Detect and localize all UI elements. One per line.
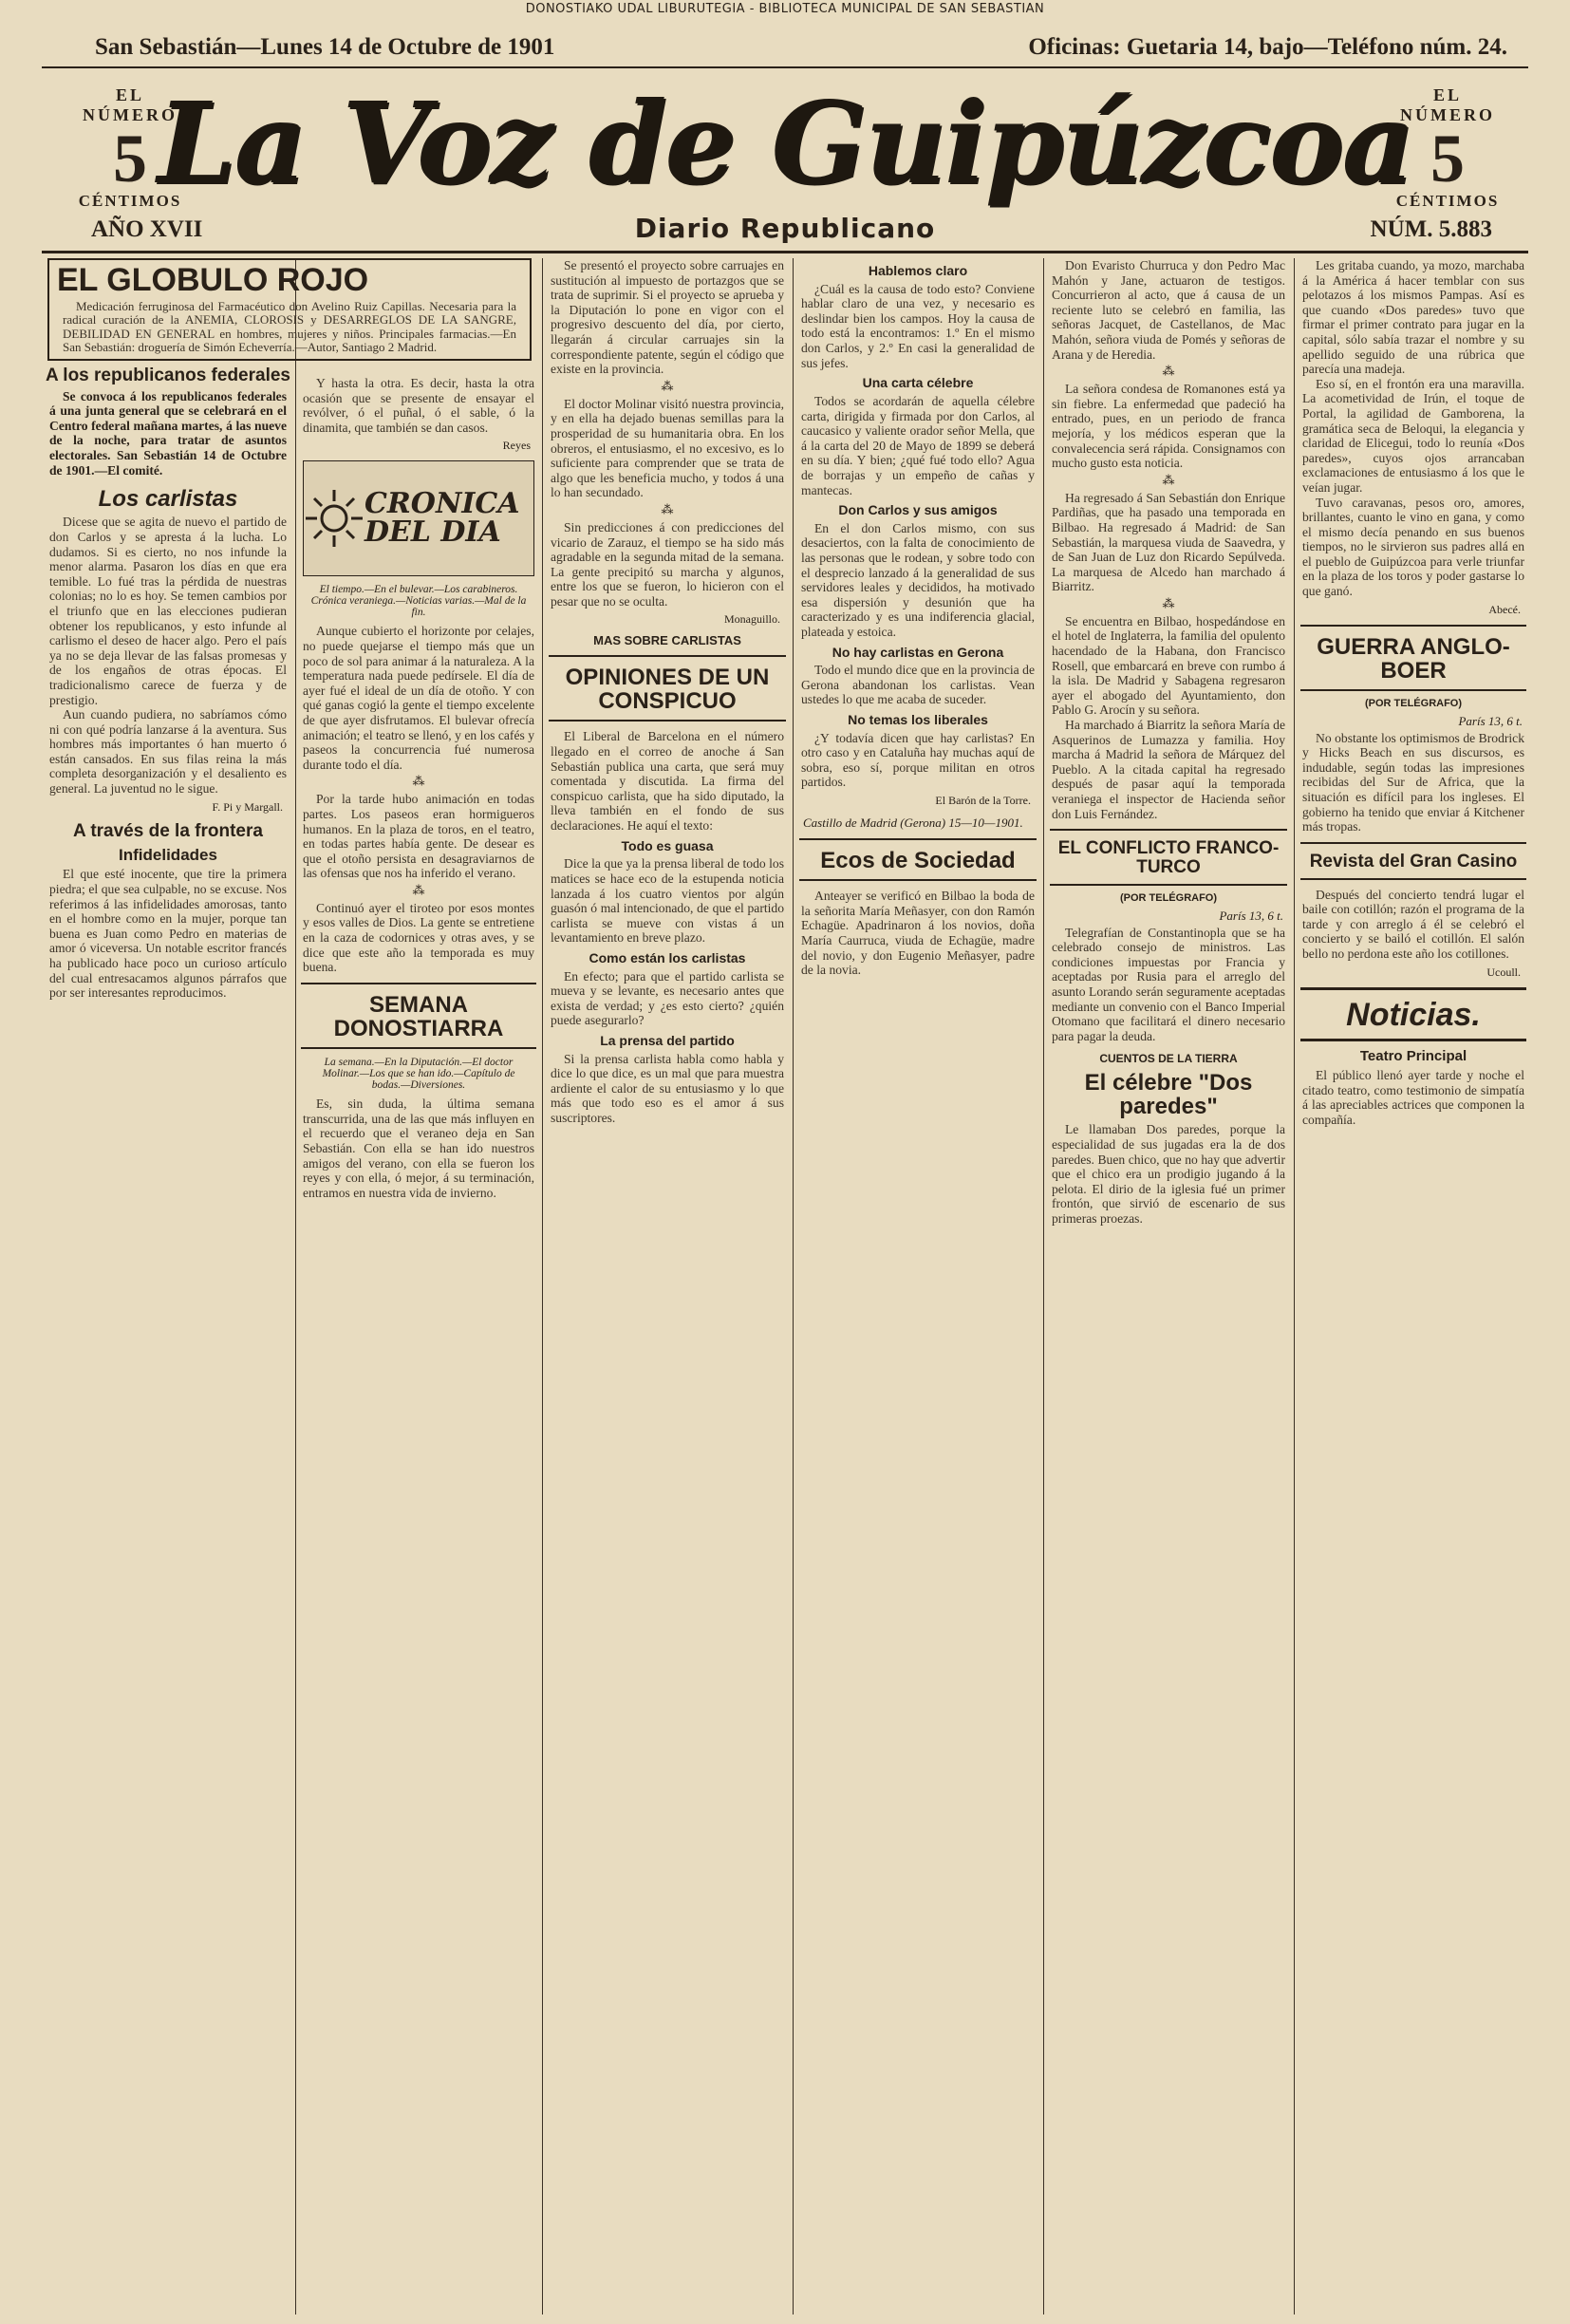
separator-stars: ⁂ xyxy=(1162,365,1175,380)
article-text: Ha regresado á San Sebastián don Enrique Pardiñas, que ha pasado una temporada en Bilbao. Ha regresado á Madrid: de San Sebastián, la marquesa viuda de Saavedra, y de San Juan de Luz don Ricardo Sepúlveda. La marquesa de Alcedo han marchado á Biarritz. xyxy=(1052,490,1285,594)
article-subheading: Todo es guasa xyxy=(621,837,714,853)
article-text: Se presentó el proyecto sobre carruajes en sustitución al impuesto de portazgos que se trata de suprimir. Si el proyecto se aprueba y la Diputación lo pone en vigor con el progresivo descuento del día, por cierto, llegarán á circular carruajes sin la correspondiente patente, según el código que existe en la provincia. xyxy=(551,258,784,377)
newspaper-title: La Voz de Guipúzcoa xyxy=(157,77,1413,209)
article-signature: Abecé. xyxy=(1488,602,1521,616)
article-text: Dicese que se agita de nuevo el partido de don Carlos y se apresta á la lucha. Lo dudamos. Si es cierto, no nos infunde la menor alarma. Pasaron los días en que era temible. Lo fué tras la pérdida de nuestras colonias; no lo es hoy. Se temen cambios por el triunfo que en las elecciones pudieran obtener los republicanos, y esto infunde al carlismo el deseo de hacer algo. Pero el país ya no se deja llevar de las falsas promesas y de los engaños de otras épocas. El tradicionalismo carece de fuerza y de prestigio. xyxy=(49,515,287,707)
article-subheading: Como están los carlistas xyxy=(589,949,746,965)
archive-note: DONOSTIAKO UDAL LIBURUTEGIA - BIBLIOTECA MUNICIPAL DE SAN SEBASTIAN xyxy=(525,2,1045,16)
article-text: ¿Y todavía dicen que hay carlistas? En otro caso y en Cataluña hay muchas aquí de sobra, eso sí, porque militan en otros partidos. xyxy=(801,730,1035,790)
article-text: Don Evaristo Churruca y don Pedro Mac Mahón y Jane, actuaron de testigos. Concurrieron al acto, que á causa de un reciente luto se celebró en familia, las señoras Jacquet, de Castellanos, de Mac Mahón, señora viuda de Pomés y señoras de Arana y de Heredia. xyxy=(1052,258,1285,362)
article-heading: SEMANA DONOSTIARRA xyxy=(333,991,504,1042)
article-text: En el don Carlos mismo, con sus desaciertos, con la falta de conocimiento de las personas que le rodean, y sobre todo con el desprecio lanzado á la generalidad de sus servidores leales y decididos, ha motivado esa dispersión y desunión que ha caracterizado y es una indiferencia glacial, plateada y estoica. xyxy=(801,520,1035,639)
separator-stars: ⁂ xyxy=(1162,596,1175,611)
article-text: Le llamaban Dos paredes, porque la especialidad de sus jugadas era la de dos paredes. Buen chico, que no hay que advertir que el chico era un prodigio jugando á la pelota. El dirio de la iglesia fué un primer frontón, que sirvió de escenario de sus primeras proezas. xyxy=(1052,1122,1285,1226)
cronica-del-dia-banner xyxy=(303,460,534,576)
price-badge-left: EL NÚMERO 5 CÉNTIMOS xyxy=(78,85,182,210)
article-source: (POR TELÉGRAFO) xyxy=(1119,892,1218,905)
article-subheading: Una carta célebre xyxy=(862,375,974,391)
column-rule xyxy=(542,258,543,2315)
header-date: San Sebastián—Lunes 14 de Octubre de 1901 xyxy=(95,34,555,60)
article-text: El Liberal de Barcelona en el número llegado en el correo de anoche á San Sebastián publica una carta, que será muy comentada y discutida. La firma del conspicuo carlista, que ha sido diputado, la lleva también en el fondo de sus declaraciones. He aquí el texto: xyxy=(551,729,784,834)
article-dateline: París 13, 6 t. xyxy=(1458,713,1523,728)
column-5 xyxy=(1046,258,1291,2315)
article-text: En efecto; para que el partido carlista se mueva y se levante, es necesario antes que exista de verdad; y ¿es esto cierto? ¿quién puede asegurarlo? xyxy=(551,968,784,1028)
article-text: Continuó ayer el tiroteo por esos montes y esos valles de Dios. La gente se entretiene en la caza de codornices y otras aves, y se dice que este año la temporada es muy buena. xyxy=(303,900,534,975)
article-text: Después del concierto tendrá lugar el baile con cotillón; razón el programa de la tarde y con arreglo á él se celebró el concierto y se bailó el cotillón. El salón bello no perdona este año los cotillones. xyxy=(1302,887,1524,962)
article-signature: F. Pi y Margall. xyxy=(212,799,283,814)
article-text: Aun cuando pudiera, no sabríamos cómo ni con qué podría lanzarse á la aventura. Sus hombres más importantes ó han muerto ó están cansados. En sus filas reina la más completa desorganización y el desaliento es general. La juventud no le sigue. xyxy=(49,707,287,797)
article-heading: A los republicanos federales xyxy=(46,365,290,385)
article-text: El doctor Molinar visitó nuestra provincia, y en ella ha dejado buenas semillas para la prosperidad de su humanitaria obra. En los obreros, el entusiasmo, el no excesivo, es lo suficiente para comprender que se trata de algo que les beneficia mucho, y todos á una lo han secundado. xyxy=(551,396,784,500)
separator-stars: ⁂ xyxy=(412,775,425,790)
article-subheading: Don Carlos y sus amigos xyxy=(838,502,998,518)
article-text: La señora condesa de Romanones está ya sin fiebre. La enfermedad que padeció ha entrado, pues, en un periodo de franca mejoría, y los médicos esperan que la convalecencia será rápida. Consignamos con mucho gusto esta noticia. xyxy=(1052,382,1285,471)
header-rule-top xyxy=(42,66,1528,68)
section-caption: La semana.—En la Diputación.—El doctor Molinar.—Los que se han ido.—Capítulo de bodas.—Diversiones. xyxy=(322,1057,515,1092)
article-text: Por la tarde hubo animación en todas partes. Los paseos eran hormigueros humanos. En la plaza de toros, en el teatro, en todas partes había gente. De desear es que el otoño persista en desagraviarnos de las ofensas que nos ha inferido el verano. xyxy=(303,792,534,881)
article-text: Se convoca á los republicanos federales á una junta general que se celebrará en el Centro federal mañana martes, á las nueve de la noche, para tratar de asuntos electorales. San Sebastián 14 de Octubre de 1901.—El comité. xyxy=(49,388,287,478)
column-4 xyxy=(795,258,1040,2315)
article-dateline: París 13, 6 t. xyxy=(1219,908,1283,923)
article-text: Si la prensa carlista habla como habla y dice lo que dice, es un mal que para muestra ardiente el calor de su entusiasmo y lo que más que todo eso es el amor á sus suscriptores. xyxy=(551,1051,784,1126)
article-text: El que esté inocente, que tire la primera piedra; el que sea culpable, no se excuse. Nos referimos á las infidelidades amorosas, tanto en el hombre como en la mujer, porque tan buena es Juan como Pedro en materias de amor ó viceversa. Un notable escritor francés ha publicado hace poco un curioso artículo del cual entresacamos algunos párrafos que por ser interesantes reproducimos. xyxy=(49,867,287,1001)
article-text: Anteayer se verificó en Bilbao la boda de la señorita María Meñasyer, con don Ramón Echagüe. Apadrinaron á los novios, doña María Caurruca, viuda de Echagüe, madre del novio, y don Eugenio Meñasyer, padre de la novia. xyxy=(801,889,1035,978)
ad-title: EL GLOBULO ROJO xyxy=(57,262,369,298)
article-heading: OPINIONES DE UN CONSPICUO xyxy=(565,665,770,715)
article-text: Todo el mundo dice que en la provincia de Gerona abandonan los carlistas. Vean ustedes lo que me acaba de suceder. xyxy=(801,663,1035,707)
article-text: Dice la que ya la prensa liberal de todo los matices se hace eco de la estupenda noticia lanzada á los cuatro vientos por algún guasón ó mal intencionado, de que el partido carlista se mueve con vistas á un levantamiento en breve plazo. xyxy=(551,856,784,946)
article-dateline: Castillo de Madrid (Gerona) 15—10—1901. xyxy=(803,815,1023,831)
article-text: Sin predicciones á con predicciones del vicario de Zarauz, el tiempo se ha sido más agradable en la segunda mitad de la semana. La gente precipitó su marcha y algunos, entre los que se fueron, lo hicieron con el pesar que no se oculta. xyxy=(551,519,784,609)
article-subheading: No hay carlistas en Gerona xyxy=(832,644,1004,660)
article-text: Se encuentra en Bilbao, hospedándose en el hotel de Inglaterra, la familia del opulento hacendado de la Habana, don Francisco Rosell, que embarcará en breve con rumbo á la isla. De Madrid y Sabagena regresaron ayer el abogado del Ayuntamiento, don Pablo G. Arocín y su señora. xyxy=(1052,613,1285,718)
header-rule-bottom xyxy=(42,251,1528,253)
article-signature: Monaguillo. xyxy=(724,612,780,627)
section-caption: El tiempo.—En el bulevar.—Los carabineros. Crónica veraniega.—Noticias varias.—Mal de la fin. xyxy=(310,584,527,619)
article-text: Es, sin duda, la última semana transcurrida, una de las que más influyen en el recuerdo que el veraneo deja en San Sebastián. Con ella se han ido nuestros amigos del verano, con ella se fueron los reyes y con ella, ó mejor, á su terminación, entramos en nuestra vida de invierno. xyxy=(303,1096,534,1200)
article-heading: Ecos de Sociedad xyxy=(820,848,1016,874)
article-text: El público llenó ayer tarde y noche el citado teatro, como testimonio de simpatía á las apreciables actrices que componen la compañía. xyxy=(1302,1068,1524,1127)
ad-text: Medicación ferruginosa del Farmacéutico don Avelino Ruiz Capillas. Necesaria para la radical curación de la ANEMIA, CLOROSIS y DESARREGLOS DE LA SANGRE, DEBILIDAD EN GENERAL en hombres, mujeres y niños. Principales farmacias.—En San Sebastián: droguería de Simón Echeverría.—Autor, Santiago 2 Madrid. xyxy=(63,298,516,355)
article-subheading: No temas los liberales xyxy=(848,712,988,727)
article-subheading: Infidelidades xyxy=(119,845,217,864)
article-heading: EL CONFLICTO FRANCO-TURCO xyxy=(1057,838,1280,878)
price-badge-right: EL NÚMERO 5 CÉNTIMOS xyxy=(1395,85,1500,210)
column-2 xyxy=(297,376,540,2315)
article-heading: A través de la frontera xyxy=(73,820,263,841)
article-heading: GUERRA ANGLO-BOER xyxy=(1317,633,1510,684)
header-offices: Oficinas: Guetaria 14, bajo—Teléfono núm. 24. xyxy=(1028,34,1507,60)
article-text: ¿Cuál es la causa de todo esto? Conviene hablar claro de una vez, y necesario es deslindar bien los campos. Hoy la causa de todo está la encontramos: 1.º En el mismo don Carlos, y 2.º En casi la generalidad de sus jefes. xyxy=(801,281,1035,370)
section-kicker: CUENTOS DE LA TIERRA xyxy=(1099,1052,1238,1066)
article-heading: Noticias. xyxy=(1346,996,1481,1033)
article-text: Y hasta la otra. Es decir, hasta la otra ocasión que se presente de ensayar el revólver, ó el puñal, ó el sable, ó la dinamita, que también se dan casos. xyxy=(303,376,534,435)
issue-number: NÚM. 5.883 xyxy=(1370,216,1492,242)
separator-stars: ⁂ xyxy=(1162,473,1175,488)
sun-icon xyxy=(304,488,364,549)
article-signature: Reyes xyxy=(502,439,531,453)
article-text: Telegrafían de Constantinopla que se ha celebrado consejo de ministros. Las condiciones impuestas por Francia y aceptadas por Rusia para el arreglo del asunto Lorando serán seguramente aceptadas mediante un convenio con el Banco Imperial Otomano que facilitará el dinero necesario para pagar la deuda. xyxy=(1052,925,1285,1043)
article-kicker: MAS SOBRE CARLISTAS xyxy=(593,633,741,648)
separator-stars: ⁂ xyxy=(412,883,425,898)
article-signature: Ucoull. xyxy=(1486,965,1521,979)
article-text: Ha marchado á Biarritz la señora María de Asquerinos de Lumazza y familia. Hoy marcha á Madrid la señora de Márquez del Pueblo. A la citada capital ha regresado después de pasar aquí la temporada veraniega el inspector de Hacienda señor don Luis Fernández. xyxy=(1052,718,1285,821)
column-rule xyxy=(793,258,794,2315)
article-signature: El Barón de la Torre. xyxy=(935,794,1031,808)
article-source: (POR TELÉGRAFO) xyxy=(1364,698,1463,710)
newspaper-subtitle: Diario Republicano xyxy=(634,213,936,244)
column-3 xyxy=(545,258,790,2315)
cronica-title: CRONICA DEL DIA xyxy=(364,487,520,550)
separator-stars: ⁂ xyxy=(661,502,674,517)
article-subheading: La prensa del partido xyxy=(600,1032,735,1048)
article-text: Todos se acordarán de aquella célebre carta, dirigida y firmada por don Carlos, al caucasico y valiente orador señor Mella, que á la carta del 20 de Mayo de 1899 se deberá en su día. Y bien; ¿qué fué todo ello? Agua de borrajas y un empeño de cañas y mantecas. xyxy=(801,393,1035,497)
article-subheading: Teatro Principal xyxy=(1359,1048,1467,1065)
year-label: AÑO XVII xyxy=(91,216,203,242)
article-heading: El célebre "Dos paredes" xyxy=(1084,1069,1253,1120)
article-heading: Los carlistas xyxy=(98,486,238,513)
separator-stars: ⁂ xyxy=(661,379,674,394)
advertisement-globulo-rojo xyxy=(47,258,532,361)
column-rule xyxy=(1043,258,1044,2315)
article-text: Tuvo caravanas, pesos oro, amores, brillantes, cuanto le vino en gana, y como el mismo decía penando en sus buenos tiempos, no le sirvieron sus padres allá en el pueblo de Guipúzcoa para verle triunfar en la plaza de los toros y poder gastarse lo que ganó. xyxy=(1302,495,1524,599)
article-text: Les gritaba cuando, ya mozo, marchaba á la América á hacer temblar con sus pelotazos á los mismos Pampas. Así es que cuando «Dos paredes» tuvo que firmar el primer contrato para jugar en la capital, sólo sabía trazar el nombre y su apellido seguido de una rúbrica que parecía una madeja. xyxy=(1302,258,1524,377)
article-text: No obstante los optimismos de Brodrick y Hicks Beach en sus discursos, es indudable, según todas las impresiones recibidas del Sur de Africa, que la situación es difícil para los ingleses. El gobierno ha tenido que enviar á Kitchener más tropas. xyxy=(1302,730,1524,834)
column-6 xyxy=(1297,258,1530,2315)
article-heading: Revista del Gran Casino xyxy=(1309,851,1518,872)
article-text: Eso sí, en el frontón era una maravilla. La acometividad de Irún, el toque de Portal, la agilidad de Gamborena, la gramática seca de Beloqui, la elegancia y claridad de Elicegui, todo lo reunía «Dos paredes», cuyos ojos arrancaban exclamaciones de entusiasmo á los que le veían jugar. xyxy=(1302,376,1524,495)
article-text: Aunque cubierto el horizonte por celajes, no puede quejarse el tiempo más que un poco de sol para animar á la naturaleza. A la temperatura nada puede pedírsele. El día de ayer fué el ideal de un día de otoño. Y con qué ganas cogió la gente el tiempo excelente de que ayer disfrutamos. El bulevar ofrecía animación; el teatro se llenó, y en los cafés y paseos la concurrencia fué numerosa durante todo el día. xyxy=(303,624,534,772)
article-subheading: Hablemos claro xyxy=(868,263,968,278)
column-rule xyxy=(1294,258,1295,2315)
